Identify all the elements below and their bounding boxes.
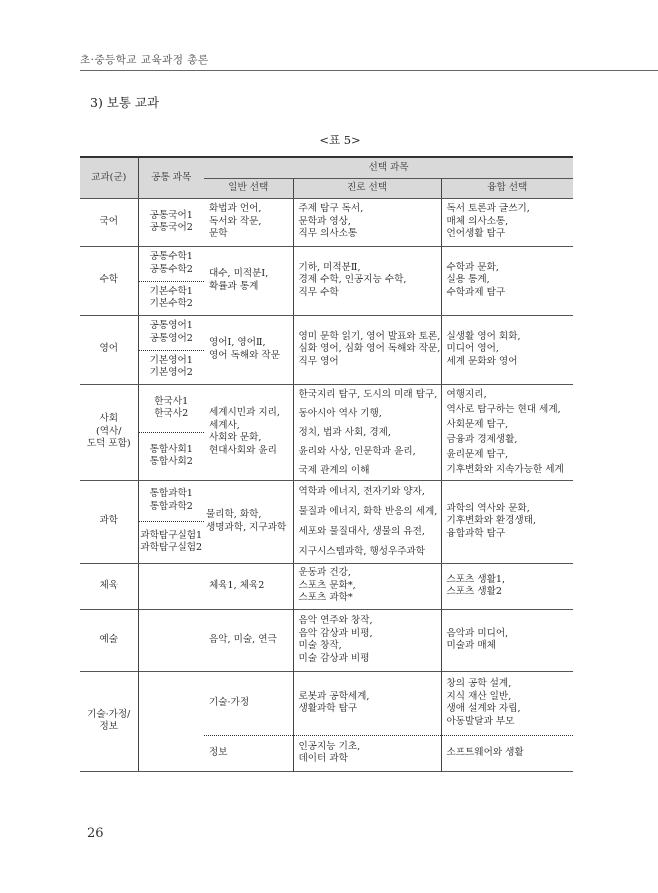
subject-group-cell: 과학 — [80, 480, 138, 563]
subject-group-cell: 수학 — [80, 246, 138, 315]
header-career: 진로 선택 — [293, 178, 441, 198]
career-cell: 음악 연주와 창작, 음악 감상과 비평, 미술 창작, 미술 감상과 비평 — [293, 609, 441, 671]
section-title: 3) 보통 교과 — [90, 95, 160, 110]
general-cell: 체육1, 체육2 — [209, 579, 265, 591]
table-row — [80, 480, 573, 521]
header-convergence: 융합 선택 — [441, 178, 573, 198]
table-row — [80, 384, 573, 432]
running-header: 초·중등학교 교육과정 총론 — [80, 54, 209, 66]
curriculum-table — [80, 156, 573, 772]
common-cell: 공통국어1 공통국어2 — [138, 198, 204, 246]
career-cell: 인공지능 기초, 데이터 과학 — [293, 735, 441, 771]
subject-group-cell: 기술·가정/ 정보 — [80, 671, 138, 771]
convergence-cell: 스포츠 생활1, 스포츠 생활2 — [441, 563, 573, 609]
table-row — [80, 563, 573, 609]
career-cell: 기하, 미적분Ⅱ, 경제 수학, 인공지능 수학, 직무 수학 — [293, 246, 441, 315]
general-cell: 세계시민과 지리, 세계사, 사회와 문화, 현대사회와 윤리 — [204, 384, 293, 480]
convergence-cell: 여행지리, 역사로 탐구하는 현대 세계, 사회문제 탐구, 금융과 경제생활, 윤리문제 탐구, 기후변화와 지속가능한 세계 — [441, 384, 573, 480]
convergence-cell: 과학의 역사와 문화, 기후변화와 환경생태, 융합과학 탐구 — [441, 480, 573, 563]
convergence-cell: 수학과 문화, 실용 통계, 수학과제 탐구 — [441, 246, 573, 315]
general-cell: 정보 — [204, 735, 293, 771]
career-cell: 운동과 건강, 스포츠 문화*, 스포츠 과학* — [293, 563, 441, 609]
subject-group-cell: 사회 (역사/ 도덕 포함) — [80, 384, 138, 480]
general-cell: 영어Ⅰ, 영어Ⅱ, 영어 독해와 작문 — [204, 315, 293, 384]
page-number: 26 — [87, 826, 104, 841]
career-cell: 역학과 에너지, 전자기와 양자, 물질과 에너지, 화학 반응의 세계, 세포와 물질대사, 생물의 유전, 지구시스템과학, 행성우주과학 — [293, 480, 441, 563]
table-row — [80, 198, 573, 246]
subject-group-cell: 영어 — [80, 315, 138, 384]
header-subject-group: 교과(군) — [80, 157, 138, 198]
general-cell: 화법과 언어, 독서와 작문, 문학 — [209, 203, 262, 240]
common-cell — [138, 609, 204, 671]
common-cell-b: 과학탐구실험1 과학탐구실험2 — [138, 521, 204, 563]
common-cell — [138, 563, 204, 609]
convergence-cell: 실생활 영어 회화, 미디어 영어, 세계 문화와 영어 — [441, 315, 573, 384]
career-cell: 영미 문학 읽기, 영어 발표와 토론, 심화 영어, 심화 영어 독해와 작문, 직무 영어 — [293, 315, 441, 384]
header-elective: 선택 과목 — [204, 157, 573, 178]
common-cell-b: 통합사회1 통합사회2 — [138, 432, 204, 480]
table-row — [80, 609, 573, 671]
general-cell: 음악, 미술, 연극 — [209, 633, 277, 645]
header-general: 일반 선택 — [204, 178, 293, 198]
subject-group-cell: 예술 — [99, 633, 119, 645]
career-cell: 주제 탐구 독서, 문학과 영상, 직무 의사소통 — [293, 198, 441, 246]
common-cell-a: 한국사1 한국사2 — [138, 384, 204, 432]
common-cell-a: 공통영어1 공통영어2 — [138, 315, 204, 350]
common-cell-a: 통합과학1 통합과학2 — [138, 480, 204, 521]
subject-group-cell: 국어 — [99, 215, 119, 227]
common-cell-a: 공통수학1 공통수학2 — [138, 246, 204, 281]
general-cell: 기술·가정 — [209, 696, 250, 708]
table-row — [80, 246, 573, 281]
career-cell: 로봇과 공학세계, 생활과학 탐구 — [293, 671, 441, 735]
table-caption: <표 5> — [319, 133, 361, 147]
header-rule — [80, 70, 658, 71]
career-cell: 한국지리 탐구, 도시의 미래 탐구, 동아시아 역사 기행, 정치, 법과 사회, 경제, 윤리와 사상, 인문학과 윤리, 국제 관계의 이해 — [293, 384, 441, 480]
table-row — [80, 671, 573, 735]
common-cell — [138, 671, 204, 771]
header-common: 공통 과목 — [138, 157, 204, 198]
convergence-cell: 소프트웨어와 생활 — [441, 735, 573, 771]
common-cell-b: 기본영어1 기본영어2 — [138, 350, 204, 384]
general-cell: 대수, 미적분Ⅰ, 확률과 통계 — [204, 246, 293, 315]
subject-group-cell: 체육 — [99, 579, 119, 591]
general-cell: 물리학, 화학, 생명과학, 지구과학 — [204, 480, 293, 563]
common-cell-b: 기본수학1 기본수학2 — [138, 281, 204, 315]
convergence-cell: 독서 토론과 글쓰기, 매체 의사소통, 언어생활 탐구 — [441, 198, 573, 246]
convergence-cell: 창의 공학 설계, 지식 재산 일반, 생애 설계와 자립, 아동발달과 부모 — [441, 671, 573, 735]
table-row — [80, 315, 573, 350]
convergence-cell: 음악과 미디어, 미술과 매체 — [441, 609, 573, 671]
